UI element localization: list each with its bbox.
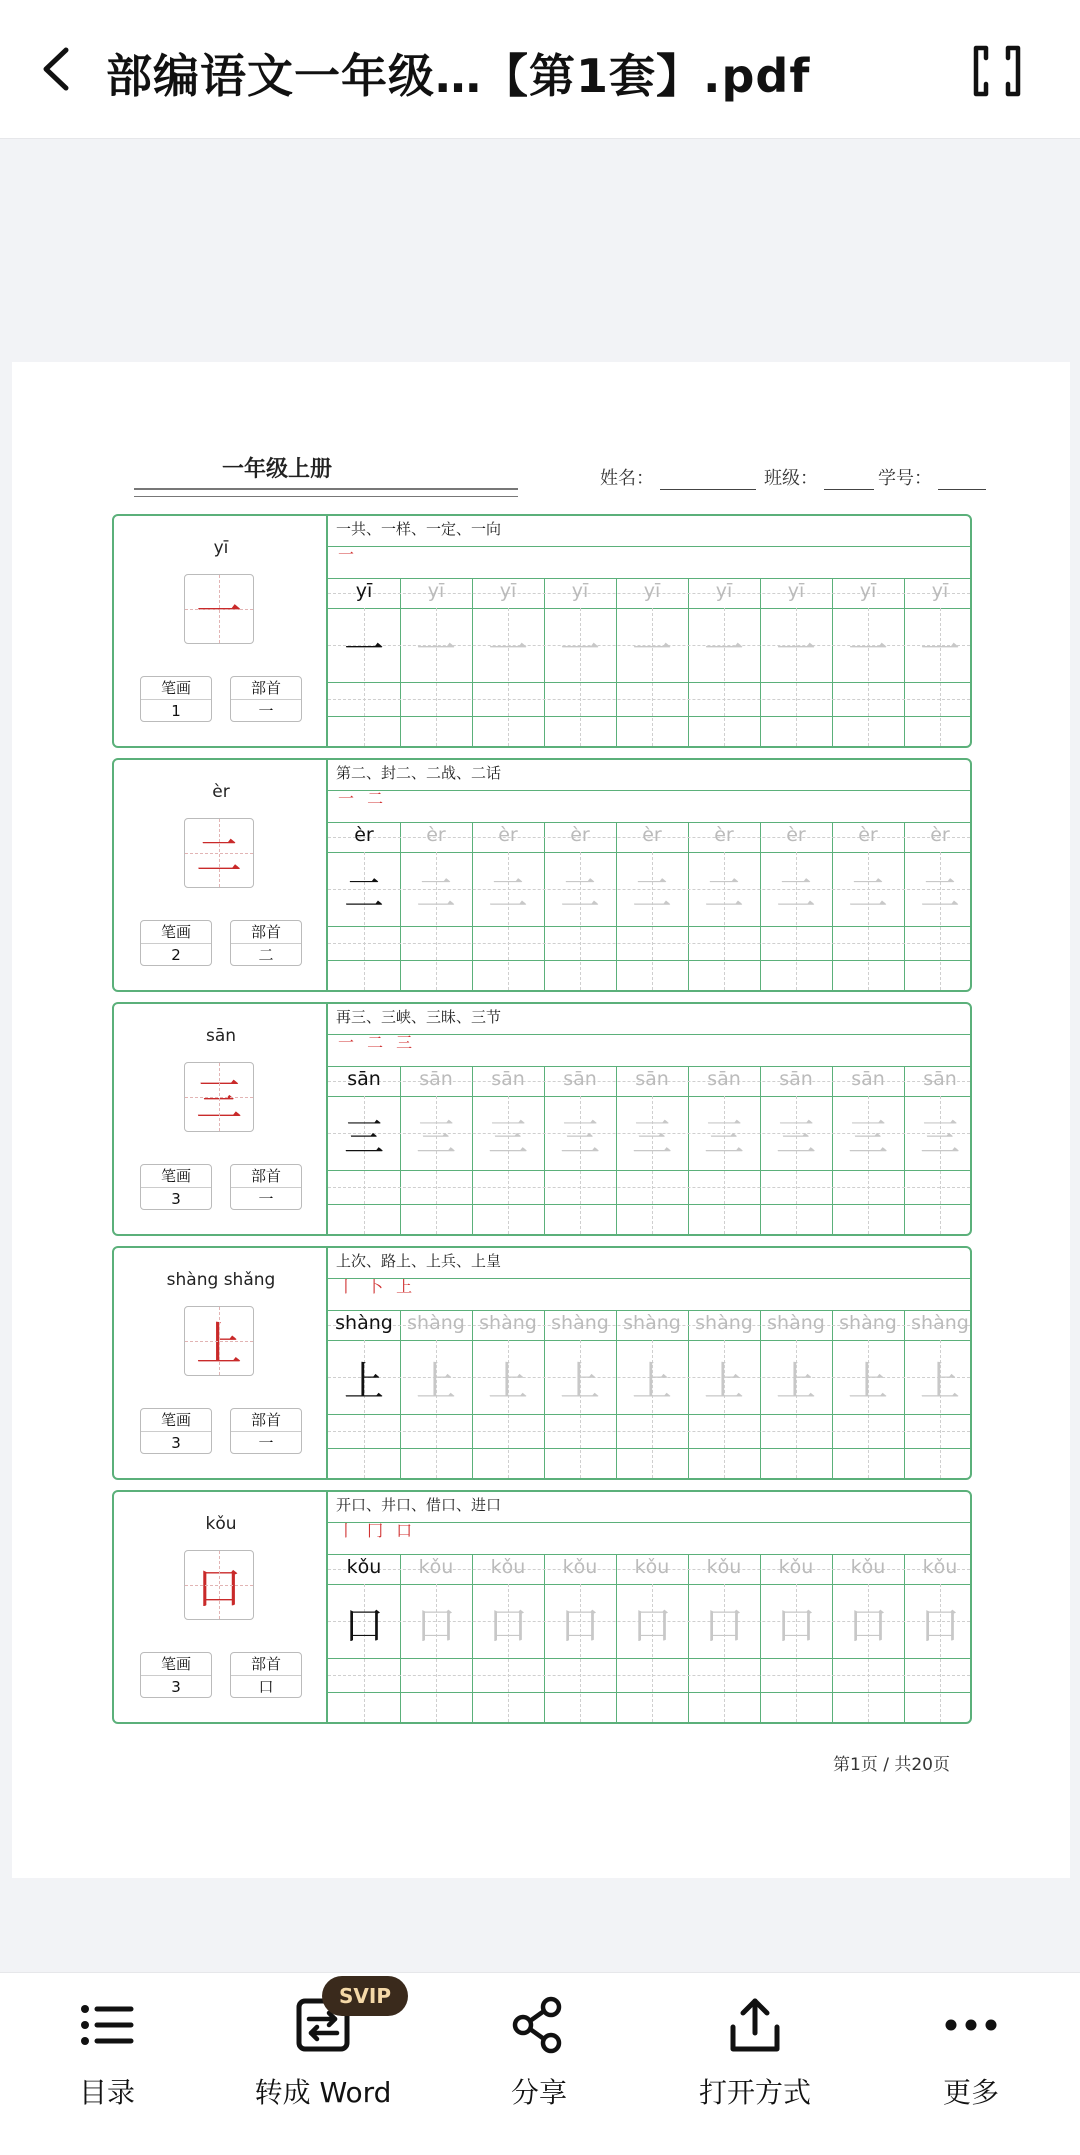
radical: 二 — [258, 946, 274, 964]
pinyin-cell: kǒu — [850, 1556, 886, 1578]
tracing-cell: 口 — [704, 1602, 744, 1649]
pinyin-cell: sān — [635, 1068, 669, 1090]
pinyin-cell: èr — [354, 824, 374, 846]
tracing-cell: 一 — [704, 626, 744, 673]
pinyin-cell: èr — [570, 824, 590, 846]
pinyin-cell: shàng — [911, 1312, 969, 1334]
title-underline — [134, 488, 518, 497]
open-with-label: 打开方式 — [698, 2076, 811, 2109]
pinyin-cell: èr — [426, 824, 446, 846]
sheet-title: 一年级上册 — [222, 457, 333, 482]
pinyin-cell: sān — [923, 1068, 957, 1090]
stroke-order: 一 二 三 — [338, 1033, 417, 1052]
character-pinyin: sān — [205, 1026, 237, 1046]
character-block — [112, 1246, 972, 1480]
practice-grid — [328, 516, 970, 746]
stroke-count: 2 — [171, 946, 181, 964]
practice-grid — [328, 760, 970, 990]
pinyin-cell: yī — [571, 580, 589, 602]
open-with-icon — [723, 1993, 787, 2057]
radical-box: 部首 二 — [230, 920, 302, 966]
tracing-cell: 一 — [560, 626, 600, 673]
pinyin-cell: kǒu — [922, 1556, 958, 1578]
pinyin-cell: kǒu — [490, 1556, 526, 1578]
share-icon — [507, 1993, 571, 2057]
tracing-cell: 二 — [776, 870, 816, 917]
tracing-cell: 二 — [920, 870, 960, 917]
tracing-cell: 一 — [848, 626, 888, 673]
pinyin-cell: sān — [419, 1068, 453, 1090]
tracing-cell: 口 — [344, 1602, 384, 1649]
page-indicator: 第1页 / 共20页 — [833, 1755, 950, 1775]
tracing-cell: 三 — [632, 1114, 672, 1161]
pinyin-cell: yī — [643, 580, 661, 602]
pinyin-cell: kǒu — [562, 1556, 598, 1578]
stroke-count: 3 — [171, 1434, 181, 1452]
pinyin-cell: yī — [355, 580, 373, 602]
character-pinyin: kǒu — [205, 1514, 237, 1534]
character-summary — [114, 1004, 328, 1234]
tracing-cell: 三 — [560, 1114, 600, 1161]
character-pinyin: yī — [213, 538, 229, 558]
character-block — [112, 1490, 972, 1724]
tracing-cell: 上 — [488, 1358, 528, 1405]
radical-box: 部首 口 — [230, 1652, 302, 1698]
pinyin-cell: yī — [715, 580, 733, 602]
back-arrow-icon[interactable] — [32, 44, 82, 94]
toc-button[interactable] — [17, 1993, 197, 2133]
pinyin-cell: shàng — [551, 1312, 609, 1334]
toc-label: 目录 — [78, 2076, 135, 2109]
pinyin-cell: shàng — [623, 1312, 681, 1334]
pinyin-cell: èr — [642, 824, 662, 846]
tracing-cell: 上 — [848, 1358, 888, 1405]
svip-badge: SVIP — [322, 1976, 408, 2016]
tracing-cell: 上 — [776, 1358, 816, 1405]
tracing-cell: 二 — [704, 870, 744, 917]
practice-grid — [328, 1248, 970, 1478]
example-words: 第二、封二、二战、二话 — [336, 764, 502, 782]
pinyin-cell: shàng — [335, 1312, 393, 1334]
radical-box: 部首 一 — [230, 1164, 302, 1210]
stroke-count-box: 笔画 3 — [140, 1408, 212, 1454]
tracing-cell: 上 — [344, 1358, 384, 1405]
tracing-cell: 三 — [416, 1114, 456, 1161]
practice-grid — [328, 1004, 970, 1234]
example-words: 上次、路上、上兵、上皇 — [336, 1252, 502, 1270]
pinyin-cell: yī — [931, 580, 949, 602]
pinyin-cell: shàng — [767, 1312, 825, 1334]
pinyin-cell: sān — [851, 1068, 885, 1090]
tracing-cell: 一 — [920, 626, 960, 673]
pinyin-cell: kǒu — [778, 1556, 814, 1578]
character-glyph: 三 — [184, 1062, 254, 1132]
more-icon — [939, 1993, 1003, 2057]
radical-box: 部首 一 — [230, 1408, 302, 1454]
character-summary — [114, 1492, 328, 1722]
pinyin-cell: èr — [930, 824, 950, 846]
radical: 一 — [258, 1434, 274, 1452]
pinyin-cell: sān — [347, 1068, 381, 1090]
character-block — [112, 514, 972, 748]
stroke-order: 丨 冂 口 — [338, 1521, 417, 1540]
tracing-cell: 二 — [488, 870, 528, 917]
stroke-count-box: 笔画 1 — [140, 676, 212, 722]
stroke-count: 1 — [171, 702, 181, 720]
practice-grid — [328, 1492, 970, 1722]
top-bar — [0, 0, 1080, 139]
convert-word-label: 转成 Word — [254, 2076, 392, 2109]
tracing-cell: 上 — [920, 1358, 960, 1405]
stroke-count: 3 — [171, 1190, 181, 1208]
pinyin-cell: yī — [859, 580, 877, 602]
pinyin-cell: kǒu — [418, 1556, 454, 1578]
pinyin-cell: shàng — [839, 1312, 897, 1334]
pinyin-cell: sān — [491, 1068, 525, 1090]
character-glyph: 上 — [184, 1306, 254, 1376]
tracing-cell: 三 — [704, 1114, 744, 1161]
example-words: 一共、一样、一定、一向 — [336, 520, 502, 538]
tracing-cell: 三 — [848, 1114, 888, 1161]
tracing-cell: 上 — [704, 1358, 744, 1405]
tracing-cell: 上 — [416, 1358, 456, 1405]
stroke-count-box: 笔画 3 — [140, 1164, 212, 1210]
tracing-cell: 口 — [776, 1602, 816, 1649]
tracing-cell: 上 — [632, 1358, 672, 1405]
pinyin-cell: kǒu — [706, 1556, 742, 1578]
pinyin-cell: shàng — [407, 1312, 465, 1334]
tracing-cell: 三 — [920, 1114, 960, 1161]
tracing-cell: 二 — [560, 870, 600, 917]
share-button[interactable] — [449, 1993, 629, 2133]
stroke-count-box: 笔画 3 — [140, 1652, 212, 1698]
tracing-cell: 口 — [848, 1602, 888, 1649]
share-label: 分享 — [510, 2076, 567, 2109]
pdf-page — [12, 362, 1070, 1878]
example-words: 开口、井口、借口、进口 — [336, 1496, 502, 1514]
radical: 一 — [258, 1190, 274, 1208]
pinyin-cell: èr — [858, 824, 878, 846]
student-id-field: 学号： — [878, 464, 986, 490]
open-with-button[interactable] — [665, 1993, 845, 2133]
more-label: 更多 — [942, 2076, 999, 2109]
tracing-cell: 上 — [560, 1358, 600, 1405]
pinyin-cell: èr — [498, 824, 518, 846]
pinyin-cell: shàng — [479, 1312, 537, 1334]
pinyin-cell: yī — [499, 580, 517, 602]
character-pinyin: èr — [212, 782, 230, 802]
stroke-order: 一 二 — [338, 789, 388, 808]
tracing-cell: 三 — [776, 1114, 816, 1161]
tracing-cell: 一 — [488, 626, 528, 673]
radical: 一 — [258, 702, 274, 720]
tracing-cell: 一 — [416, 626, 456, 673]
character-glyph: 二 — [184, 818, 254, 888]
pinyin-cell: kǒu — [634, 1556, 670, 1578]
stroke-count: 3 — [171, 1678, 181, 1696]
example-words: 再三、三峡、三昧、三节 — [336, 1008, 502, 1026]
bottom-toolbar — [0, 1972, 1080, 2155]
character-block — [112, 758, 972, 992]
pinyin-cell: shàng — [695, 1312, 753, 1334]
tracing-cell: 口 — [632, 1602, 672, 1649]
tracing-cell: 二 — [344, 870, 384, 917]
character-summary — [114, 516, 328, 746]
tracing-cell: 二 — [632, 870, 672, 917]
pinyin-cell: yī — [787, 580, 805, 602]
fullscreen-icon[interactable] — [970, 44, 1024, 98]
pinyin-cell: sān — [779, 1068, 813, 1090]
name-field: 姓名： — [600, 464, 756, 490]
tracing-cell: 三 — [488, 1114, 528, 1161]
pinyin-cell: sān — [563, 1068, 597, 1090]
tracing-cell: 一 — [776, 626, 816, 673]
pinyin-cell: èr — [786, 824, 806, 846]
document-title: 部编语文一年级…【第1套】.pdf — [106, 49, 811, 103]
tracing-cell: 三 — [344, 1114, 384, 1161]
pinyin-cell: yī — [427, 580, 445, 602]
tracing-cell: 口 — [488, 1602, 528, 1649]
radical: 口 — [258, 1678, 274, 1696]
class-field: 班级： — [764, 464, 874, 490]
tracing-cell: 二 — [848, 870, 888, 917]
radical-box: 部首 一 — [230, 676, 302, 722]
stroke-order: 丨 卜 上 — [338, 1277, 417, 1296]
stroke-order: 一 — [338, 545, 359, 564]
pinyin-cell: sān — [707, 1068, 741, 1090]
pinyin-cell: èr — [714, 824, 734, 846]
stroke-count-box: 笔画 2 — [140, 920, 212, 966]
more-button[interactable] — [881, 1993, 1061, 2133]
tracing-cell: 口 — [560, 1602, 600, 1649]
character-block — [112, 1002, 972, 1236]
tracing-cell: 一 — [632, 626, 672, 673]
character-summary — [114, 1248, 328, 1478]
tracing-cell: 二 — [416, 870, 456, 917]
sheet-header — [122, 452, 982, 512]
list-icon — [75, 1993, 139, 2057]
character-summary — [114, 760, 328, 990]
character-pinyin: shàng shǎng — [166, 1270, 276, 1290]
tracing-cell: 口 — [416, 1602, 456, 1649]
tracing-cell: 一 — [344, 626, 384, 673]
character-glyph: 一 — [184, 574, 254, 644]
character-glyph: 口 — [184, 1550, 254, 1620]
pinyin-cell: kǒu — [346, 1556, 382, 1578]
tracing-cell: 口 — [920, 1602, 960, 1649]
